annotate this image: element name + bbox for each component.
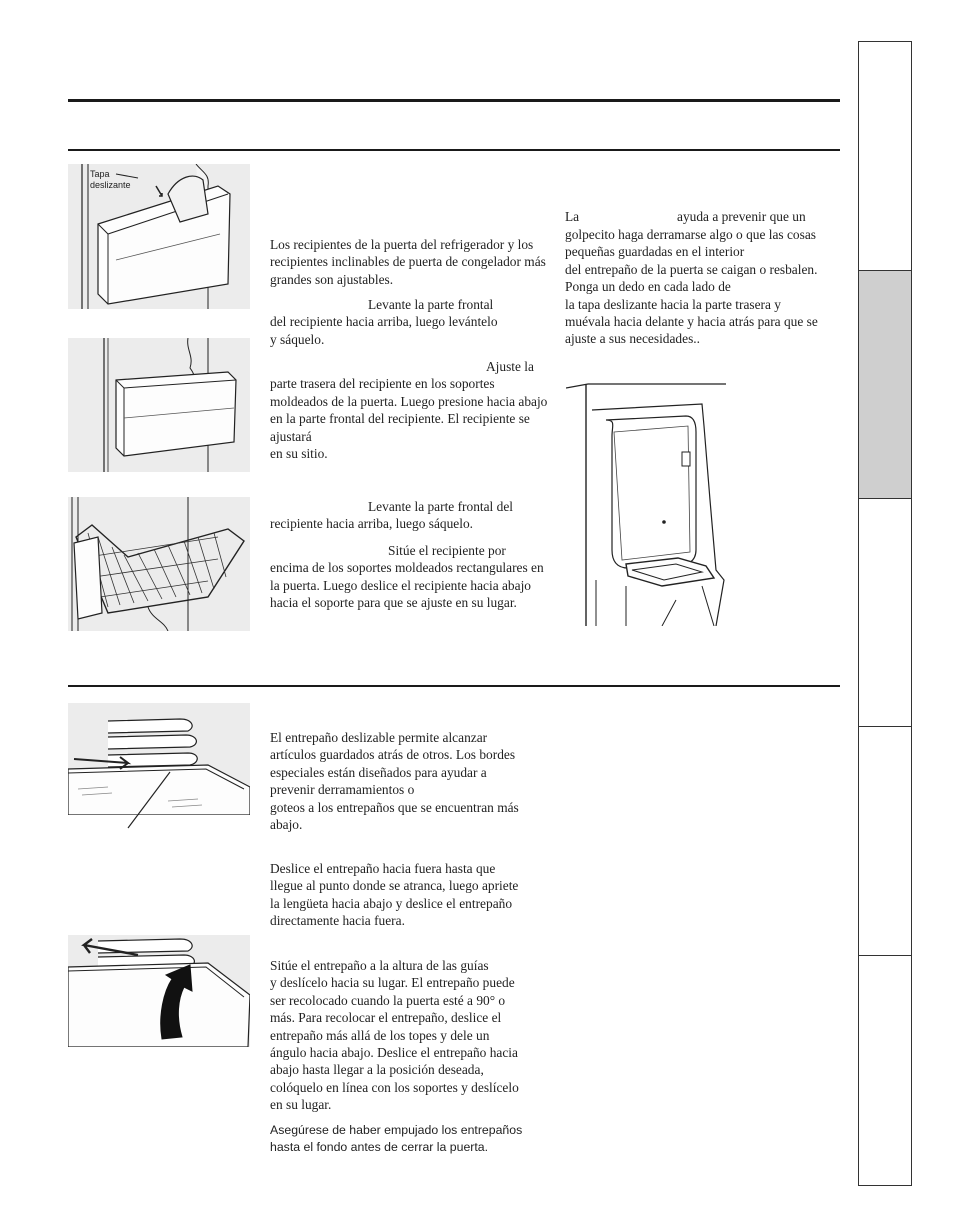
basket-remove-text: Levante la parte frontal del recipiente hacia arriba, luego sáquelo. [270, 499, 513, 532]
door-bin-illustration [68, 338, 250, 472]
sliding-lid-callout: Tapa deslizante [90, 169, 131, 190]
shelf-replace-text: Sitúe el entrepaño a la altura de las guías y deslícelo hacia su lugar. El entrepaño puede ser recolocado cuando la puerta esté a 90° o más. Para recolocar el entrepaño, deslice el entrepaño más allá de los topes y dele un ángulo hacia abajo. Deslice el entrepaño hacia abajo hasta llegar a la posición deseada, colóquelo en línea con los soportes y deslícelo en su lugar. [270, 958, 519, 1113]
wire-basket-illustration [68, 497, 250, 631]
sliding-lid-intro-la: La [565, 209, 580, 224]
basket-replace-text: Sitúe el recipiente por encima de los soportes moldeados rectangulares en la puerta. Luego deslice el recipiente hacia abajo hacia el soporte para que se ajuste en su lugar. [270, 543, 544, 611]
top-rule [68, 99, 840, 102]
side-tab-5[interactable] [859, 956, 911, 1185]
door-interior-illustration [566, 380, 742, 626]
side-tab-strip [858, 41, 912, 1186]
shelf-note-text: Asegúrese de haber empujado los entrepaños hasta el fondo antes de cerrar la puerta. [270, 1123, 523, 1155]
bin-replace-text: Ajuste la parte trasera del recipiente en los soportes moldeados de la puerta. Luego presione hacia abajo en la parte frontal del recipiente. El recipiente se ajustará en su sitio. [270, 359, 548, 462]
side-tab-2-active[interactable] [859, 271, 911, 499]
door-bin-sliding-lid-illustration [68, 164, 250, 309]
side-tab-4[interactable] [859, 727, 911, 956]
section-rule-shelves [68, 685, 840, 687]
bin-remove-text: Levante la parte frontal del recipiente hacia arriba, luego levántelo y sáquelo. [270, 297, 498, 347]
shelf-edge-pointer [126, 770, 176, 830]
shelf-intro-text: El entrepaño deslizable permite alcanzar artículos guardados atrás de otros. Los bordes especiales están diseñados para ayudar a prevenir derramamientos o goteos a los entrepaños que se encuentran más abajo. [270, 730, 519, 833]
shelf-remove-text: Deslice el entrepaño hacia fuera hasta que llegue al punto donde se atranca, luego apriete la lengüeta hacia abajo y deslice el entrepaño directamente hacia fuera. [270, 861, 519, 929]
side-tab-1[interactable] [859, 42, 911, 271]
shelf-replace-illustration [68, 935, 250, 1047]
sliding-lid-intro-rest: ayuda a prevenir que un [677, 209, 806, 224]
sliding-lid-text: golpecito haga derramarse algo o que las cosas pequeñas guardadas en el interior del entrepaño de la puerta se caigan o resbalen. Ponga un dedo en cada lado de la tapa deslizante hacia la parte trasera y muévala hacia delante y hacia atrás para que se ajuste a sus necesidades.. [565, 227, 818, 347]
side-tab-3[interactable] [859, 499, 911, 727]
section-rule-door-bins [68, 149, 840, 151]
adjustable-bins-text: Los recipientes de la puerta del refrigerador y los recipientes inclinables de puerta de congelador más grandes son ajustables. [270, 237, 546, 287]
